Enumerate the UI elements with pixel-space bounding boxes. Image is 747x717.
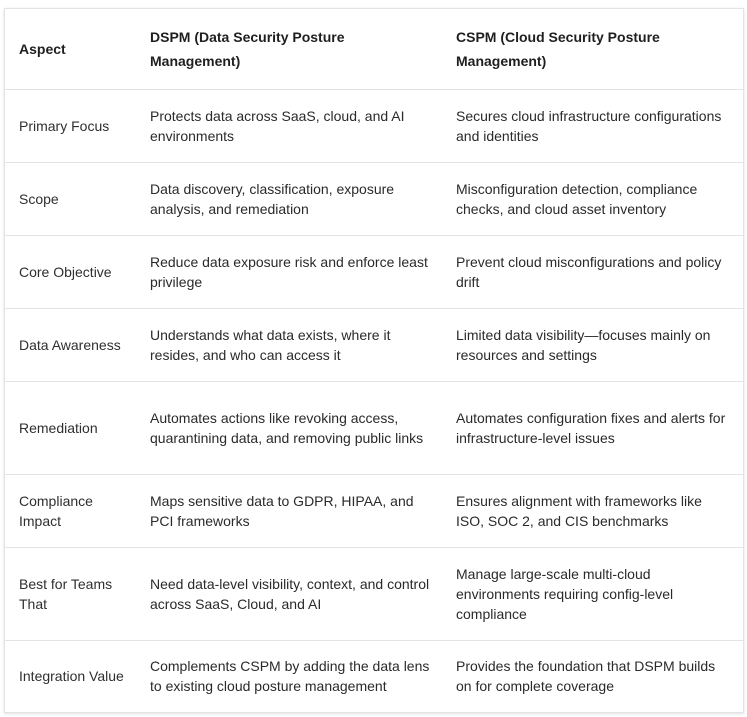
- table-header-row: [5, 9, 743, 89]
- cspm-cell: Limited data visibility—focuses mainly on resources and settings: [442, 308, 743, 381]
- dspm-cell: Maps sensitive data to GDPR, HIPAA, and PCI frameworks: [136, 474, 442, 547]
- table-row: [5, 640, 743, 712]
- aspect-cell: Compliance Impact: [5, 474, 136, 547]
- cspm-cell: Misconfiguration detection, compliance checks, and cloud asset inventory: [442, 162, 743, 235]
- aspect-cell: Integration Value: [19, 668, 124, 685]
- dspm-cell: Automates actions like revoking access, quarantining data, and removing public links: [136, 381, 442, 474]
- table-row: [5, 547, 743, 640]
- dspm-cell: Understands what data exists, where it resides, and who can access it: [136, 308, 442, 381]
- table-row: [5, 235, 743, 308]
- cspm-cell: Prevent cloud misconfigurations and policy drift: [442, 235, 743, 308]
- aspect-cell: Best for Teams That: [5, 547, 136, 640]
- table-row: [5, 381, 743, 474]
- cspm-cell: Manage large-scale multi-cloud environments requiring config-level compliance: [442, 547, 743, 640]
- header-dspm: DSPM (Data Security Posture Management): [136, 9, 442, 89]
- dspm-cell: Need data-level visibility, context, and control across SaaS, Cloud, and AI: [136, 547, 442, 640]
- dspm-cell: Protects data across SaaS, cloud, and AI environments: [136, 89, 442, 162]
- aspect-cell: Core Objective: [5, 235, 136, 308]
- table-row: [5, 308, 743, 381]
- header-cspm: CSPM (Cloud Security Posture Management): [442, 9, 743, 89]
- comparison-table-container: [4, 8, 744, 713]
- cspm-cell: Ensures alignment with frameworks like ISO, SOC 2, and CIS benchmarks: [442, 474, 743, 547]
- table-row: [5, 474, 743, 547]
- aspect-cell: Primary Focus: [5, 89, 136, 162]
- aspect-cell: Scope: [5, 162, 136, 235]
- header-aspect: Aspect: [5, 9, 136, 89]
- cspm-cell: Secures cloud infrastructure configurations and identities: [442, 89, 743, 162]
- dspm-cell: Reduce data exposure risk and enforce least privilege: [136, 235, 442, 308]
- dspm-cell: Data discovery, classification, exposure analysis, and remediation: [136, 162, 442, 235]
- aspect-cell: Remediation: [5, 381, 136, 474]
- dspm-cell: Complements CSPM by adding the data lens to existing cloud posture management: [150, 658, 430, 695]
- table-row: [5, 89, 743, 162]
- table-row: [5, 162, 743, 235]
- cspm-cell: Automates configuration fixes and alerts for infrastructure-level issues: [442, 381, 743, 474]
- cspm-cell: Provides the foundation that DSPM builds on for complete coverage: [456, 658, 716, 695]
- aspect-cell: Data Awareness: [5, 308, 136, 381]
- comparison-table: [5, 9, 743, 712]
